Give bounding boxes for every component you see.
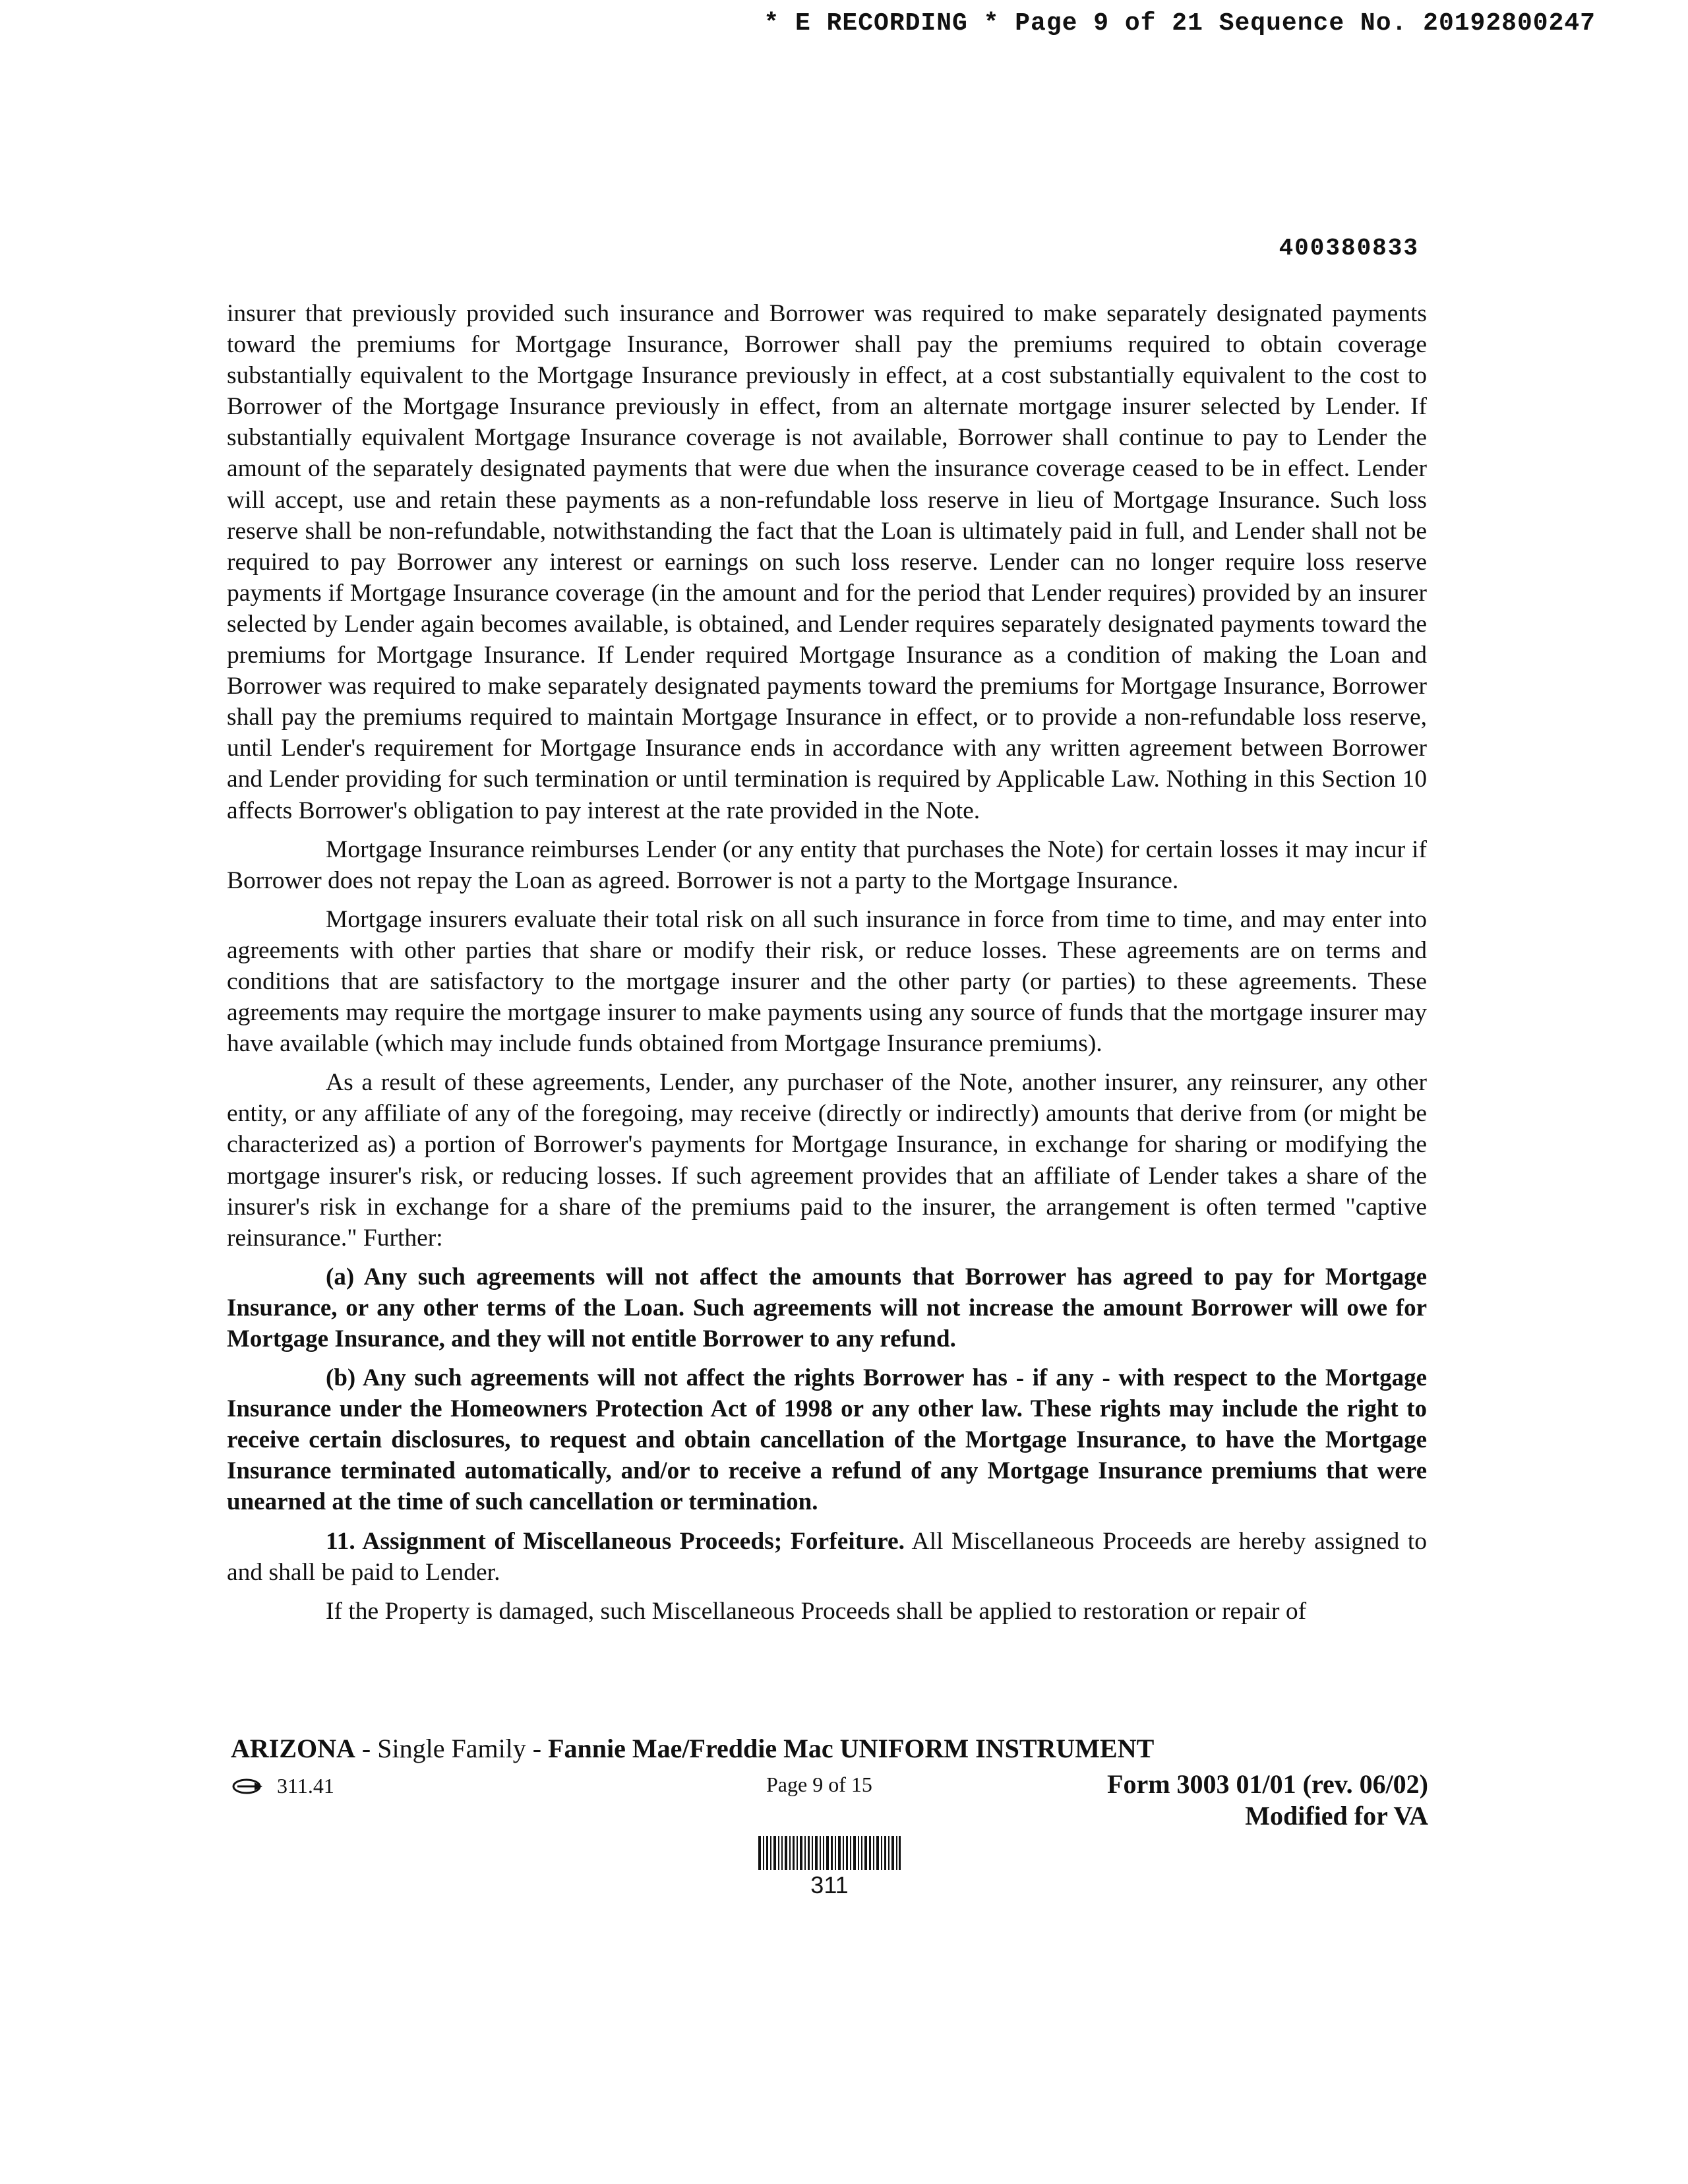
footer-separator: - Single Family - xyxy=(355,1734,549,1763)
barcode-number: 311 xyxy=(810,1871,849,1898)
page-of-label: Page 9 of 15 xyxy=(766,1773,872,1796)
recording-header: * E RECORDING * Page 9 of 21 Sequence No. 20192800247 xyxy=(764,9,1596,38)
section-11-body: All Miscellaneous Proceeds are hereby assigned to and shall be paid to Lender. xyxy=(227,1527,1427,1586)
paragraph-result-of-agreements: As a result of these agreements, Lender, any purchaser of the Note, another insurer, any reinsurer, any other entity, or any affiliate of any of the foregoing, may receive (directly or indirectly) amounts that derive from (or might be characterized as) a portion of Borrower's payments for Mortgage Insurance, in exchange for sharing or modifying the mortgage insurer's risk, or reducing losses. If such agreement provides that an affiliate of Lender takes a share of the insurer's risk in exchange for a share of the premiums paid to the insurer, the arrangement is often termed "captive reinsurance." Further: xyxy=(227,1069,1427,1252)
barcode xyxy=(758,1836,901,1870)
document-body xyxy=(227,298,1427,1627)
paragraph-insurer-continuation: insurer that previously provided such insurance and Borrower was required to make separately designated payments toward the premiums for Mortgage Insurance, Borrower shall pay the premiums required to obtain coverage substantially equivalent to the Mortgage Insurance previously in effect, at a cost substantially equivalent to the cost to Borrower of the Mortgage Insurance previously in effect, from an alternate mortgage insurer selected by Lender. If substantially equivalent Mortgage Insurance coverage is not available, Borrower shall continue to pay to Lender the amount of the separately designated payments that were due when the insurance coverage ceased to be in effect. Lender will accept, use and retain these payments as a non-refundable loss reserve in lieu of Mortgage Insurance. Such loss reserve shall be non-refundable, notwithstanding the fact that the Loan is ultimately paid in full, and Lender shall not be required to pay Borrower any interest or earnings on such loss reserve. Lender can no longer require loss reserve payments if Mortgage Insurance coverage (in the amount and for the period that Lender requires) provided by an insurer selected by Lender again becomes available, is obtained, and Lender requires separately designated payments toward the premiums for Mortgage Insurance. If Lender required Mortgage Insurance as a condition of making the Loan and Borrower was required to make separately designated payments toward the premiums for Mortgage Insurance, Borrower shall pay the premiums required to maintain Mortgage Insurance in effect, or to provide a non-refundable loss reserve, until Lender's requirement for Mortgage Insurance ends in accordance with any written agreement between Borrower and Lender providing for such termination or until termination is required by Applicable Law. Nothing in this Section 10 affects Borrower's obligation to pay interest at the rate provided in the Note. xyxy=(227,300,1427,824)
loan-number: 400380833 xyxy=(1279,235,1419,262)
paragraph-section-11 xyxy=(227,1526,1427,1588)
modified-for-va: Modified for VA xyxy=(1245,1801,1428,1831)
paragraph-property-damaged: If the Property is damaged, such Miscellaneous Proceeds shall be applied to restoration or repair of xyxy=(326,1597,1307,1625)
paragraph-clause-a: (a) Any such agreements will not affect the amounts that Borrower has agreed to pay for Mortgage Insurance, or any other terms of the Loan. Such agreements will not increase the amount Borrower will owe for Mortgage Insurance, and they will not entitle Borrower to any refund. xyxy=(227,1263,1427,1352)
paragraph-clause-b: (b) Any such agreements will not affect the rights Borrower has - if any - with respect to the Mortgage Insurance under the Homeowners Protection Act of 1998 or any other law. These rights may include the right to receive certain disclosures, to request and obtain cancellation of the Mortgage Insurance, to have the Mortgage Insurance terminated automatically, and/or to receive a refund of any Mortgage Insurance premiums that were unearned at the time of such cancellation or termination. xyxy=(227,1364,1427,1516)
paragraph-mortgage-insurance-reimburses: Mortgage Insurance reimburses Lender (or any entity that purchases the Note) for certain losses it may incur if Borrower does not repay the Loan as agreed. Borrower is not a party to the Mortgage Insurance. xyxy=(227,835,1427,894)
footer-instrument-line xyxy=(231,1733,1154,1764)
form-code xyxy=(231,1774,334,1798)
footer-instrument: Fannie Mae/Freddie Mac UNIFORM INSTRUMENT xyxy=(548,1734,1155,1763)
form-number: Form 3003 01/01 (rev. 06/02) xyxy=(1107,1769,1428,1799)
section-11-heading: 11. Assignment of Miscellaneous Proceeds; Forfeiture. xyxy=(326,1527,905,1555)
form-code-number: 311.41 xyxy=(277,1774,334,1798)
form-logo-icon xyxy=(231,1778,265,1795)
paragraph-mortgage-insurers-evaluate: Mortgage insurers evaluate their total risk on all such insurance in force from time to time, and may enter into agreements with other parties that share or modify their risk, or reduce losses. These agreements are on terms and conditions that are satisfactory to the mortgage insurer and the other party (or parties) to these agreements. These agreements may require the mortgage insurer to make payments using any source of funds that the mortgage insurer may have available (which may include funds obtained from Mortgage Insurance premiums). xyxy=(227,905,1427,1058)
form-number-block xyxy=(1107,1769,1428,1832)
footer-state: ARIZONA xyxy=(231,1734,355,1763)
